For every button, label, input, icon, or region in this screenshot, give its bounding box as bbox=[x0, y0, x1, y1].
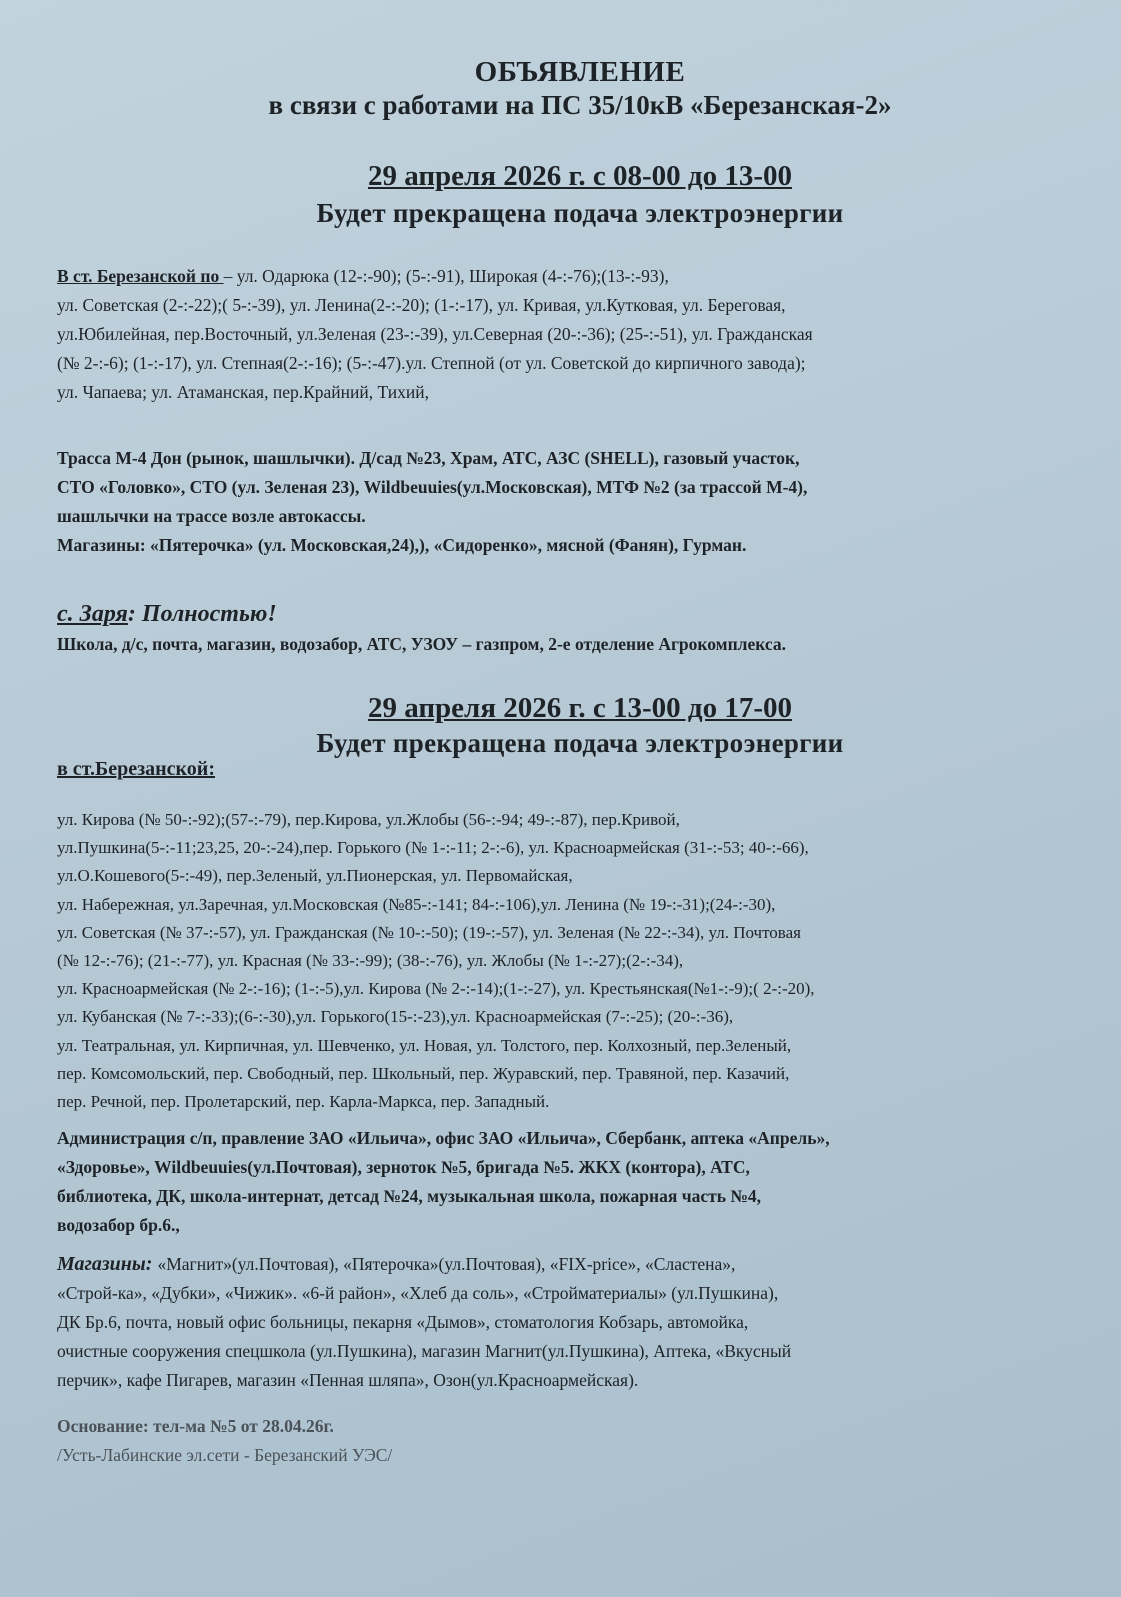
section3-line: ул. Театральная, ул. Кирпичная, ул. Шевченко, ул. Новая, ул. Толстого, пер. Колхозный, пер.Зеленый, bbox=[57, 1035, 792, 1055]
period2-date: 29 апреля 2026 г. с 13-00 до 17-00 bbox=[367, 692, 793, 724]
zarya-objects: Школа, д/с, почта, магазин, водозабор, АТС, УЗОУ – газпром, 2-е отделение Агрокомплекса. bbox=[57, 634, 787, 654]
section2-line: СТО «Головко», СТО (ул. Зеленая 23), Wildbeuuies(ул.Московская), МТФ №2 (за трассой М-4), bbox=[57, 477, 808, 497]
section1-line: (№ 2-:-6); (1-:-17), ул. Степная(2-:-16); (5-:-47).ул. Степной (от ул. Советской до кирпичного завода); bbox=[57, 353, 806, 373]
section1-line: – ул. Одарюка (12-:-90); (5-:-91), Широкая (4-:-76);(13-:-93), bbox=[223, 266, 669, 286]
section3-line: пер. Речной, пер. Пролетарский, пер. Карла-Маркса, пер. Западный. bbox=[57, 1091, 550, 1111]
notice-title: ОБЪЯВЛЕНИЕ bbox=[474, 56, 686, 88]
section4-line: «Здоровье», Wildbeuuies(ул.Почтовая), зерноток №5, бригада №5. ЖКХ (контора), АТС, bbox=[57, 1157, 750, 1177]
section2-line: Трасса М-4 Дон (рынок, шашлычки). Д/сад №23, Храм, АТС, АЗС (SHELL), газовый участок, bbox=[57, 448, 800, 468]
section3-streets bbox=[57, 806, 1097, 1116]
section3-line: ул. Кирова (№ 50-:-92);(57-:-79), пер.Кирова, ул.Жлобы (56-:-94; 49-:-87), пер.Кривой, bbox=[57, 810, 680, 829]
section1-lead: В ст. Березанской по bbox=[57, 266, 224, 286]
shops-label: Магазины: bbox=[57, 1253, 158, 1275]
period2-place: в ст.Березанской: bbox=[57, 758, 215, 780]
section3-line: пер. Комсомольский, пер. Свободный, пер. Школьный, пер. Журавский, пер. Травяной, пер. Казачий, bbox=[57, 1063, 790, 1083]
section5-line: «Строй-ка», «Дубки», «Чижик». «6-й район», «Хлеб да соль», «Стройматериалы» (ул.Пушкина), bbox=[57, 1283, 779, 1303]
section5-line: перчик», кафе Пигарев, магазин «Пенная шляпа», Озон(ул.Красноармейская). bbox=[57, 1370, 639, 1390]
footer-basis: Основание: тел-ма №5 от 28.04.26г. bbox=[57, 1416, 334, 1436]
section3-line: ул. Красноармейская (№ 2-:-16); (1-:-5),ул. Кирова (№ 2-:-14);(1-:-27), ул. Крестьянская(№1-:-9);( 2-:-20), bbox=[57, 979, 815, 999]
section3-line: ул.О.Кошевого(5-:-49), пер.Зеленый, ул.Пионерская, ул. Первомайская, bbox=[57, 866, 573, 886]
section2-line: шашлычки на трассе возле автокассы. bbox=[57, 506, 366, 526]
section1-line: ул. Чапаева; ул. Атаманская, пер.Крайний, Тихий, bbox=[57, 382, 429, 402]
zarya-status: : Полностью! bbox=[127, 601, 277, 627]
section3-line: (№ 12-:-76); (21-:-77), ул. Красная (№ 33-:-99); (38-:-76), ул. Жлобы (№ 1-:-27);(2-:-34), bbox=[57, 950, 684, 970]
footer-source: /Усть-Лабинские эл.сети - Березанский УЭС/ bbox=[57, 1445, 393, 1465]
period2-notice: Будет прекращена подача электроэнергии bbox=[316, 728, 844, 758]
section1-streets bbox=[57, 262, 1097, 407]
period1-date: 29 апреля 2026 г. с 08-00 до 13-00 bbox=[367, 160, 793, 192]
footer bbox=[57, 1412, 1097, 1470]
zarya-name: с. Заря bbox=[57, 601, 128, 627]
section4-objects bbox=[57, 1124, 1097, 1240]
section5-line: очистные сооружения спецшкола (ул.Пушкина), магазин Магнит(ул.Пушкина), Аптека, «Вкусный bbox=[57, 1341, 792, 1361]
section3-line: ул. Кубанская (№ 7-:-33);(6-:-30),ул. Горького(15-:-23),ул. Красноармейская (7-:-25); (20-:-36), bbox=[57, 1007, 734, 1027]
section3-line: ул. Советская (№ 37-:-57), ул. Гражданская (№ 10-:-50); (19-:-57), ул. Зеленая (№ 22-:-34), ул. Почтовая bbox=[57, 922, 801, 942]
section1-line: ул.Юбилейная, пер.Восточный, ул.Зеленая (23-:-39), ул.Северная (20-:-36); (25-:-51), ул. Гражданская bbox=[57, 324, 813, 344]
section5-line: «Магнит»(ул.Почтовая), «Пятерочка»(ул.Почтовая), «FIX-price», «Сластена», bbox=[157, 1254, 736, 1274]
section5-line: ДК Бр.6, почта, новый офис больницы, пекарня «Дымов», стоматология Кобзарь, автомойка, bbox=[57, 1312, 749, 1332]
section2-line: Магазины: «Пятерочка» (ул. Московская,24),), «Сидоренко», мясной (Фанян), Гурман. bbox=[57, 535, 747, 555]
section5-shops bbox=[57, 1250, 1097, 1395]
section3-line: ул. Набережная, ул.Заречная, ул.Московская (№85-:-141; 84-:-106),ул. Ленина (№ 19-:-31);(24-:-30), bbox=[57, 894, 776, 914]
section2-objects bbox=[57, 444, 1097, 560]
zarya-section bbox=[57, 598, 1097, 659]
section1-line: ул. Советская (2-:-22);( 5-:-39), ул. Ленина(2-:-20); (1-:-17), ул. Кривая, ул.Кутковая, ул. Береговая, bbox=[57, 295, 786, 315]
period1-notice: Будет прекращена подача электроэнергии bbox=[316, 198, 844, 228]
section3-line: ул.Пушкина(5-:-11;23,25, 20-:-24),пер. Горького (№ 1-:-11; 2-:-6), ул. Красноармейская (31-:-53; 40-:-66), bbox=[57, 838, 809, 858]
section4-line: Администрация с/п, правление ЗАО «Ильича», офис ЗАО «Ильича», Сбербанк, аптека «Апрель», bbox=[57, 1128, 830, 1148]
notice-subtitle: в связи с работами на ПС 35/10кВ «Березанская-2» bbox=[268, 90, 892, 120]
section4-line: водозабор бр.6., bbox=[57, 1215, 180, 1235]
section4-line: библиотека, ДК, школа-интернат, детсад №24, музыкальная школа, пожарная часть №4, bbox=[57, 1186, 762, 1206]
